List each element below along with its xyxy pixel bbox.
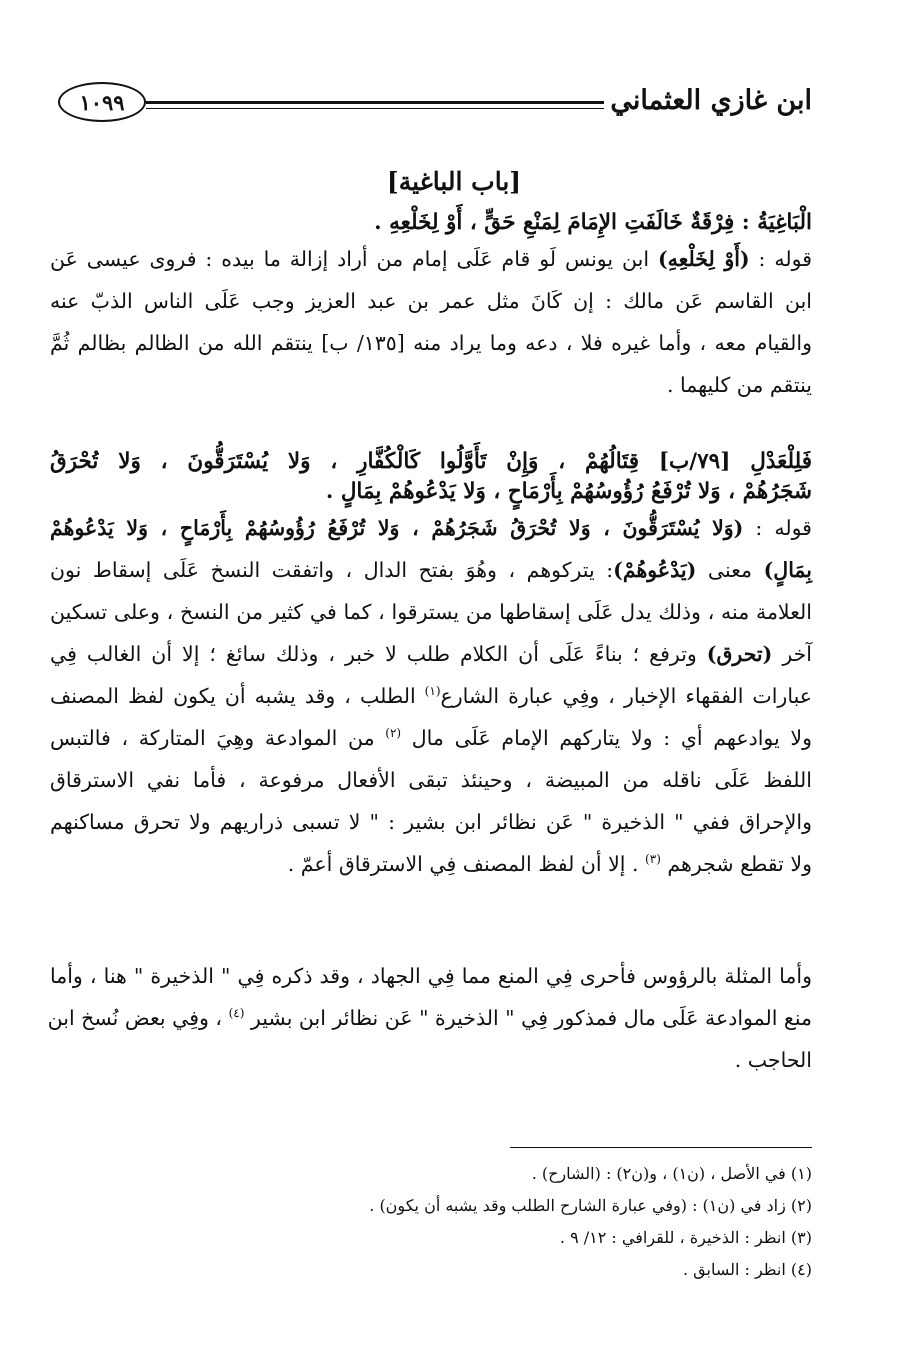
text-line <box>50 717 812 759</box>
lemma: (وَلا يُسْتَرَقُّونَ ، وَلا تُحْرَقُ شَجَرُهُمْ ، وَلا تُرْفَعُ رُؤُوسُهُمْ بِأَرْمَاحٍ ، وَلا يَدْعُوهُمْ <box>50 516 744 540</box>
text-segment: ، وفِي بعض نُسخ ابن <box>47 1006 229 1030</box>
text-segment: الطلب ، وقد يشبه أن يكون لفظ المصنف <box>50 684 425 708</box>
text-line <box>50 759 812 801</box>
text-segment: اللفظ عَلَى ناقله من المبيضة ، وحينئذ تبقى الأفعال مرفوعة ، فأما نفي الاسترقاق <box>50 768 812 792</box>
footnote-ref: (٢) <box>385 726 402 741</box>
text-segment: وأما المثلة بالرؤوس فأحرى فِي المنع مما فِي الجهاد ، وقد ذكره فِي " الذخيرة " هنا ، وأما <box>50 964 812 988</box>
text-segment: ولا يوادعهم أي : ولا يتاركهم الإمام عَلَى مال <box>401 726 812 750</box>
text-line <box>50 507 812 549</box>
footnote: (١) في الأصل ، (ن١) ، و(ن٢) : (الشارح) . <box>531 1164 812 1183</box>
text-line <box>50 801 812 843</box>
matn-text <box>50 447 812 507</box>
text-segment: عبارات الفقهاء الإخبار ، وفِي عبارة الشارع <box>440 684 812 708</box>
page-number: ١٠٩٩ <box>58 82 146 122</box>
text-segment: آخر <box>772 642 812 666</box>
text-line <box>50 591 812 633</box>
lemma: (تحرق) <box>706 642 773 666</box>
text-segment: العلامة منه ، وذلك يدل عَلَى إسقاطها من يسترقوا ، كما في كثير من النسخ ، وعلى تسكين <box>50 600 812 624</box>
footnote: (٢) زاد في (ن١) : (وفي عبارة الشارح الطلب وقد يشبه أن يكون) . <box>369 1196 812 1215</box>
footnotes <box>212 1158 812 1286</box>
footnote: (٤) انظر : السابق . <box>682 1260 812 1279</box>
commentary-text <box>50 507 812 885</box>
text-segment: . إلا أن لفظ المصنف فِي الاسترقاق أعمّ . <box>287 852 646 876</box>
page-header <box>58 82 812 124</box>
text-segment: ابن القاسم عَن مالك : إن كَانَ مثل عمر بن عبد العزيز وجب عَلَى الناس الذبّ عنه <box>50 289 812 313</box>
text-segment: وترفع ؛ بناءً عَلَى أن الكلام طلب لا خبر ، وذلك سائغ ؛ إلا أن الغالب فِي <box>50 642 707 666</box>
matn-line: شَجَرُهُمْ ، وَلا تُرْفَعُ رُؤُوسُهُمْ بِأَرْمَاحٍ ، وَلا يَدْعُوهُمْ بِمَالٍ . <box>325 479 812 504</box>
text-segment: معنى <box>696 558 764 582</box>
lemma: (يَدْعُوهُمْ) <box>613 558 697 582</box>
text-segment: والقيام معه ، وأما غيره فلا ، دعه وما يراد منه [١٣٥/ ب] ينتقم الله من الظالم بظالم ثُمَّ <box>50 331 812 355</box>
text-line <box>50 675 812 717</box>
text-line <box>50 955 812 997</box>
text-segment: : يتركوهم ، وهُوَ بفتح الدال ، واتفقت النسخ عَلَى إسقاط نون <box>50 558 614 582</box>
text-line <box>50 549 812 591</box>
matn-line: فَلِلْعَدْلِ [٧٩/ب] قِتَالُهُمْ ، وَإِنْ تَأَوَّلُوا كَالْكُفَّارِ ، وَلا يُسْتَرَقُّونَ ، وَلا تُحْرَقُ <box>50 449 813 474</box>
commentary-text <box>50 238 812 406</box>
text-segment: من الموادعة وهِيَ المتاركة ، فالتبس <box>50 726 386 750</box>
lemma: بِمَالٍ) <box>763 558 812 582</box>
footnote-ref: (٣) <box>645 852 661 867</box>
text-segment: ينتقم من كليهما . <box>666 373 812 397</box>
chapter-heading: [باب الباغية] <box>386 167 522 196</box>
text-line <box>47 997 812 1039</box>
paragraph-1 <box>50 208 812 406</box>
footnote-ref: (١) <box>424 684 441 699</box>
text-line <box>50 843 812 885</box>
footnote: (٣) انظر : الذخيرة ، للقرافي : ١٢/ ٩ . <box>559 1228 812 1247</box>
footnote-separator <box>510 1147 812 1148</box>
commentary-text <box>47 955 812 1081</box>
lemma: (أَوْ لِخَلْعِهِ) <box>657 247 750 271</box>
paragraph-2 <box>50 447 812 885</box>
text-line <box>50 238 812 280</box>
text-segment: قوله : <box>749 247 812 271</box>
text-line <box>50 364 812 406</box>
text-line <box>50 280 812 322</box>
matn-line: الْبَاغِيَةُ : فِرْقَةٌ خَالَفَتِ الإِمَامَ لِمَنْعِ حَقٍّ ، أَوْ لِخَلْعِهِ . <box>374 210 812 235</box>
text-line <box>50 1039 812 1081</box>
text-segment: قوله : <box>743 516 812 540</box>
running-title: ابن غازي العثماني <box>610 85 812 116</box>
text-segment: ابن يونس لَو قام عَلَى إمام من أراد إزالة ما بيده : فروى عيسى عَن <box>50 247 658 271</box>
text-segment: منع الموادعة عَلَى مال فمذكور فِي " الذخيرة " عَن نظائر ابن بشير <box>244 1006 812 1030</box>
paragraph-3 <box>47 955 812 1081</box>
text-segment: ولا تقطع شجرهم <box>660 852 812 876</box>
matn-text <box>50 208 812 238</box>
text-line <box>50 322 812 364</box>
text-line <box>50 633 812 675</box>
header-rule <box>146 101 604 109</box>
text-segment: والإحراق ففي " الذخيرة " عَن نظائر ابن بشير : " لا تسبى ذراريهم ولا تحرق مساكنهم <box>50 810 812 834</box>
text-segment: الحاجب . <box>734 1048 812 1072</box>
footnote-ref: (٤) <box>228 1006 245 1021</box>
